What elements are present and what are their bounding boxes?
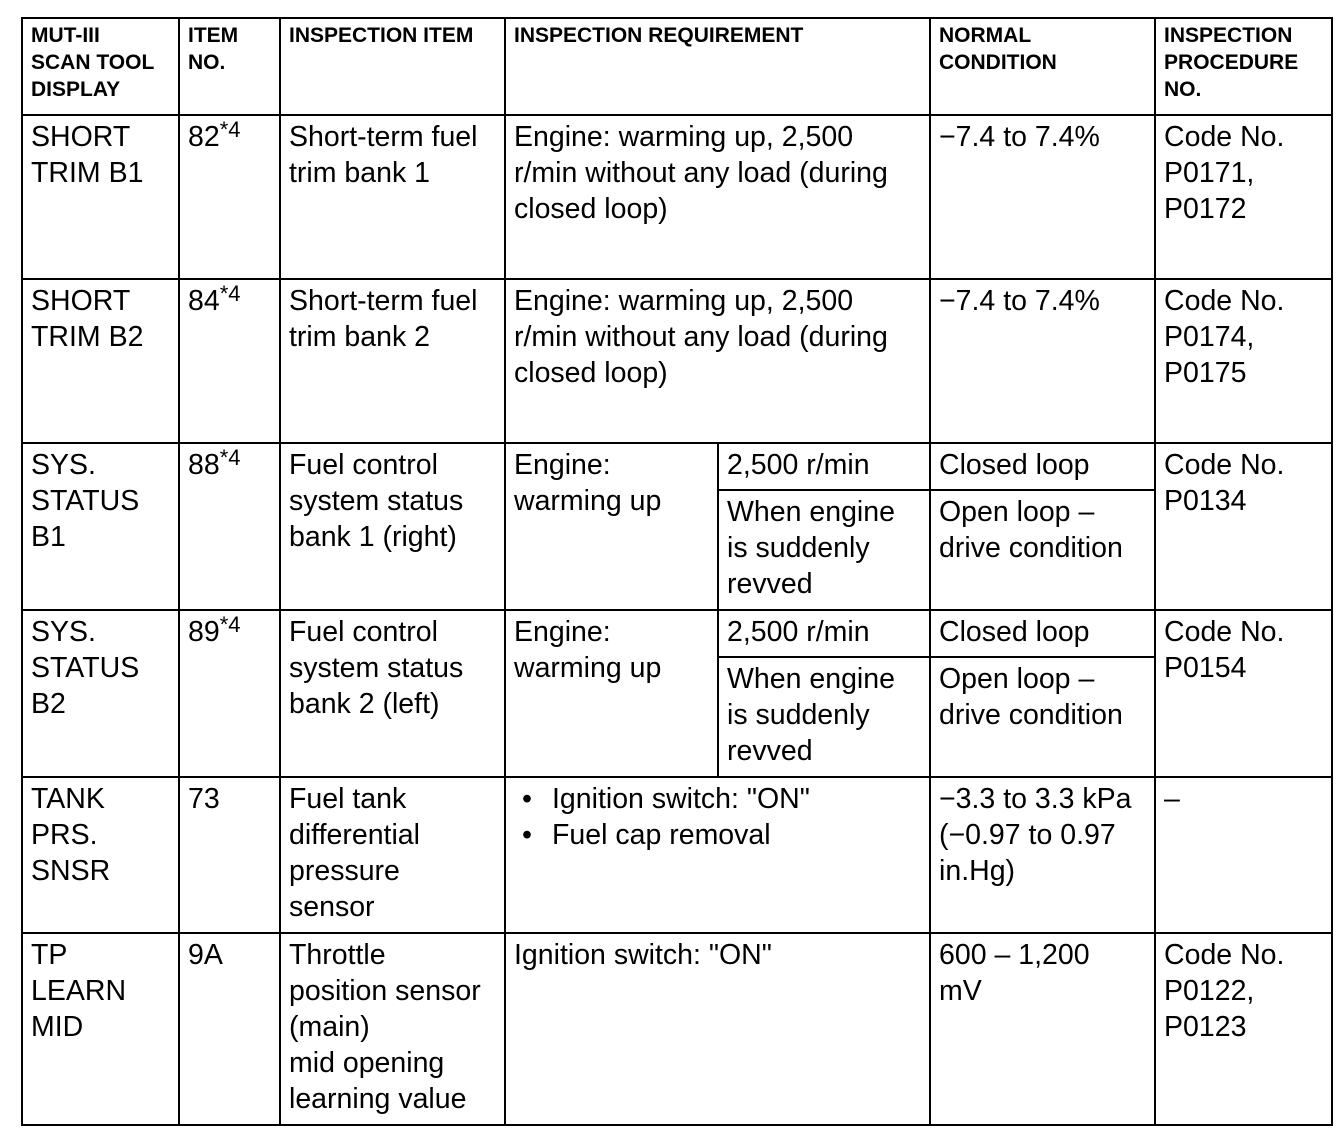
table-row bbox=[22, 443, 1332, 490]
table-row bbox=[22, 777, 1332, 933]
requirement-cell: Engine: warming up bbox=[505, 443, 718, 610]
requirement-cell: Engine: warming up, 2,500 r/min without any load (during closed loop) bbox=[505, 115, 930, 279]
footnote-ref: *4 bbox=[219, 612, 241, 637]
sub-condition-cell: 2,500 r/min bbox=[718, 610, 930, 657]
item-no-cell: 88$^{*4}$ bbox=[179, 443, 280, 610]
list-item: • Fuel cap removal bbox=[514, 817, 921, 853]
display-cell: SYS. STATUS B1 bbox=[22, 443, 179, 610]
header-normal-condition: NORMAL CONDITION bbox=[930, 18, 1155, 115]
inspection-item-cell: Throttle position sensor (main) mid opening learning value bbox=[280, 933, 505, 1125]
item-no-cell: 82$^{*4}$ bbox=[179, 115, 280, 279]
procedure-cell: Code No. P0174, P0175 bbox=[1155, 279, 1332, 443]
inspection-table bbox=[21, 17, 1333, 1126]
item-no-cell: 89$^{*4}$ bbox=[179, 610, 280, 777]
item-no-cell: 84$^{*4}$ bbox=[179, 279, 280, 443]
header-procedure-no: INSPECTION PROCEDURE NO. bbox=[1155, 18, 1332, 115]
requirement-bullet-list bbox=[514, 781, 921, 853]
footnote-ref: *4 bbox=[219, 117, 241, 142]
header-inspection-requirement: INSPECTION REQUIREMENT bbox=[505, 18, 930, 115]
header-row bbox=[22, 18, 1332, 115]
inspection-item-cell: Fuel tank differential pressure sensor bbox=[280, 777, 505, 933]
header-display: MUT-III SCAN TOOL DISPLAY bbox=[22, 18, 179, 115]
display-cell: SHORT TRIM B1 bbox=[22, 115, 179, 279]
display-cell: SYS. STATUS B2 bbox=[22, 610, 179, 777]
normal-condition-cell: Open loop – drive condition bbox=[930, 490, 1155, 610]
header-item-no: ITEM NO. bbox=[179, 18, 280, 115]
footnote-ref: *4 bbox=[219, 445, 241, 470]
normal-condition-cell: −3.3 to 3.3 kPa (−0.97 to 0.97 in.Hg) bbox=[930, 777, 1155, 933]
procedure-cell: Code No. P0154 bbox=[1155, 610, 1332, 777]
normal-condition-cell: −7.4 to 7.4% bbox=[930, 115, 1155, 279]
list-item: • Ignition switch: "ON" bbox=[514, 781, 921, 817]
table-row bbox=[22, 279, 1332, 443]
sub-condition-cell: 2,500 r/min bbox=[718, 443, 930, 490]
inspection-item-cell: Short-term fuel trim bank 2 bbox=[280, 279, 505, 443]
sub-condition-cell: When engine is suddenly revved bbox=[718, 490, 930, 610]
procedure-cell: – bbox=[1155, 777, 1332, 933]
requirement-cell: Ignition switch: "ON" bbox=[505, 933, 930, 1125]
normal-condition-cell: Closed loop bbox=[930, 610, 1155, 657]
requirement-cell bbox=[505, 777, 930, 933]
display-cell: TANK PRS. SNSR bbox=[22, 777, 179, 933]
table-row bbox=[22, 115, 1332, 279]
display-cell: TP LEARN MID bbox=[22, 933, 179, 1125]
inspection-item-cell: Short-term fuel trim bank 1 bbox=[280, 115, 505, 279]
requirement-cell: Engine: warming up bbox=[505, 610, 718, 777]
item-no-cell: 73 bbox=[179, 777, 280, 933]
procedure-cell: Code No. P0134 bbox=[1155, 443, 1332, 610]
header-inspection-item: INSPECTION ITEM bbox=[280, 18, 505, 115]
normal-condition-cell: Open loop – drive condition bbox=[930, 657, 1155, 777]
normal-condition-cell: Closed loop bbox=[930, 443, 1155, 490]
table-row bbox=[22, 933, 1332, 1125]
procedure-cell: Code No. P0171, P0172 bbox=[1155, 115, 1332, 279]
item-no-cell: 9A bbox=[179, 933, 280, 1125]
footnote-ref: *4 bbox=[219, 281, 241, 306]
table-row bbox=[22, 610, 1332, 657]
inspection-item-cell: Fuel control system status bank 2 (left) bbox=[280, 610, 505, 777]
requirement-cell: Engine: warming up, 2,500 r/min without any load (during closed loop) bbox=[505, 279, 930, 443]
inspection-item-cell: Fuel control system status bank 1 (right) bbox=[280, 443, 505, 610]
display-cell: SHORT TRIM B2 bbox=[22, 279, 179, 443]
normal-condition-cell: 600 – 1,200 mV bbox=[930, 933, 1155, 1125]
normal-condition-cell: −7.4 to 7.4% bbox=[930, 279, 1155, 443]
sub-condition-cell: When engine is suddenly revved bbox=[718, 657, 930, 777]
procedure-cell: Code No. P0122, P0123 bbox=[1155, 933, 1332, 1125]
